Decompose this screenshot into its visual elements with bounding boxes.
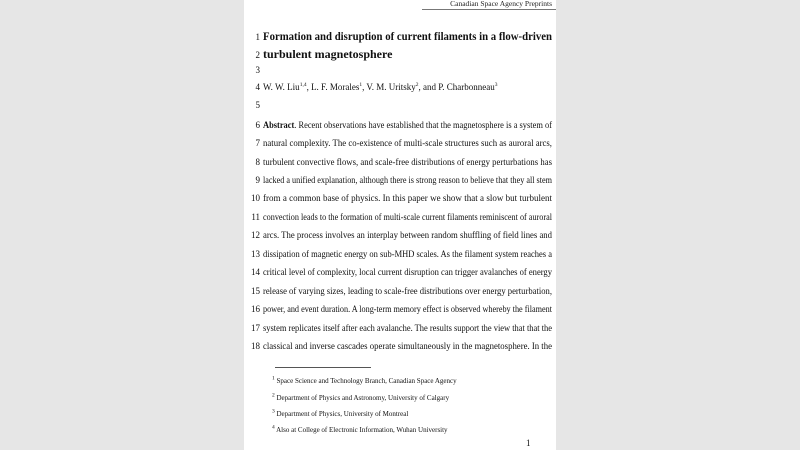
abstract-line: natural complexity. The co-existence of multi-scale structures such as auroral arcs,: [263, 138, 552, 148]
line-number: 8: [255, 157, 260, 167]
author: , V. M. Uritsky: [362, 82, 416, 92]
line-number: 16: [251, 304, 260, 314]
page-number: 1: [526, 438, 531, 448]
abstract-line: lacked a unified explanation, although there is strong reason to believe that they all stem: [263, 175, 552, 185]
abstract-line: arcs. The process involves an interplay between random shuffling of field lines and: [263, 230, 552, 240]
paper-page: [244, 0, 556, 450]
affil-mark: 1,4: [299, 82, 307, 88]
abstract-line: from a common base of physics. In this paper we show that a slow but turbulent: [263, 193, 552, 203]
line-number: 1: [255, 32, 260, 42]
line-number: 12: [251, 230, 260, 240]
abstract-line: [263, 119, 552, 131]
footnote-text: Also at College of Electronic Information, Wuhan University: [276, 426, 448, 434]
affil-mark: 3: [494, 82, 498, 88]
footnote-text: Space Science and Technology Branch, Canadian Space Agency: [276, 377, 457, 385]
affil-mark: 1: [359, 82, 363, 88]
line-number: 9: [255, 175, 260, 185]
line-number: 6: [255, 120, 260, 130]
line-number: 5: [255, 100, 260, 110]
footnote-mark: 2: [272, 392, 275, 399]
footnote-mark: 4: [272, 424, 275, 431]
footnote: [272, 426, 448, 435]
abstract-line: turbulent convective flows, and scale-free distributions of energy perturbations has: [263, 157, 552, 167]
line-number: 3: [255, 65, 260, 75]
abstract-line: dissipation of magnetic energy on sub-MHD scales. As the filament system reaches a: [263, 249, 552, 259]
author: W. W. Liu: [263, 82, 300, 92]
abstract-line: critical level of complexity, local current disruption can trigger avalanches of energy: [263, 267, 552, 277]
line-number: 4: [255, 82, 260, 92]
abstract-text: . Recent observations have established that the magnetosphere is a system of: [294, 120, 552, 130]
title-line-1: Formation and disruption of current filaments in a flow-driven: [263, 29, 552, 43]
line-number: 10: [251, 193, 260, 203]
authors: [263, 81, 498, 93]
footnote-text: Department of Physics and Astronomy, University of Calgary: [276, 394, 450, 402]
footnote-rule: [275, 367, 371, 368]
abstract-line: system replicates itself after each avalanche. The results support the view that that the: [263, 323, 552, 333]
running-header: Canadian Space Agency Preprints: [450, 0, 552, 8]
abstract-line: classical and inverse cascades operate simultaneously in the magnetosphere. In the: [263, 341, 552, 351]
footnote: [272, 410, 408, 419]
line-number: 18: [251, 341, 260, 351]
affil-mark: 2: [415, 82, 419, 88]
line-number: 2: [255, 50, 260, 60]
footnote-mark: 3: [272, 408, 275, 415]
author: , L. F. Morales: [306, 82, 360, 92]
line-number: 14: [251, 267, 260, 277]
author: , and P. Charbonneau: [418, 82, 495, 92]
footnote-text: Department of Physics, University of Montreal: [276, 410, 409, 418]
line-number: 7: [255, 138, 260, 148]
line-number: 11: [251, 212, 260, 222]
footnote-mark: 1: [272, 375, 275, 382]
title-line-2: turbulent magnetosphere: [263, 47, 393, 61]
line-number: 15: [251, 286, 260, 296]
abstract-line: power, and event duration. A long-term memory effect is observed whereby the filament: [263, 304, 552, 314]
line-number: 13: [251, 249, 260, 259]
line-number: 17: [251, 323, 260, 333]
abstract-label: Abstract: [263, 120, 295, 130]
abstract-line: convection leads to the formation of multi-scale current filaments reminiscent of auroral: [263, 212, 552, 222]
abstract-line: release of varying sizes, leading to scale-free distributions over energy perturbation,: [263, 286, 552, 296]
footnote: [272, 394, 449, 403]
footnote: [272, 377, 457, 386]
header-rule: [422, 9, 556, 10]
